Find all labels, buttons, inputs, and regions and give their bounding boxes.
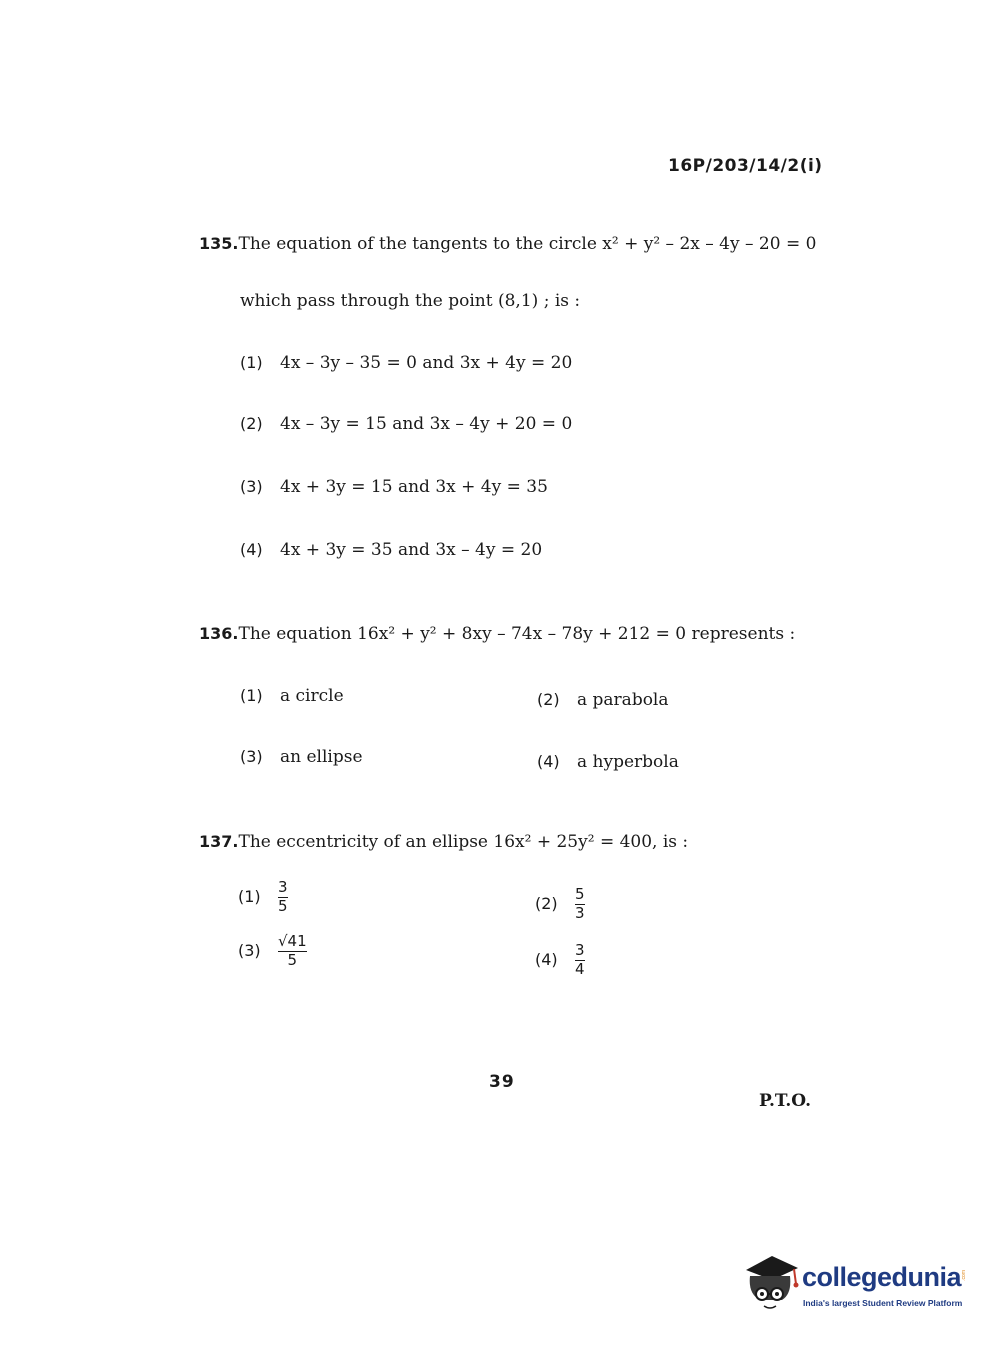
fraction	[575, 887, 585, 922]
option-text: 4x – 3y = 15 and 3x – 4y + 20 = 0	[280, 414, 573, 434]
option-number: (1)	[238, 886, 261, 906]
mascot-icon	[742, 1250, 802, 1314]
option-number: (2)	[535, 893, 558, 913]
option-137-1	[238, 880, 288, 915]
option-number: (2)	[240, 414, 263, 433]
fraction	[278, 934, 307, 969]
denominator: 5	[287, 950, 298, 969]
option-text: 4x – 3y – 35 = 0 and 3x + 4y = 20	[280, 353, 573, 373]
denominator: 3	[575, 903, 585, 922]
question-text: The equation of the tangents to the circle x² + y² – 2x – 4y – 20 = 0	[238, 234, 817, 254]
question-137	[199, 832, 688, 852]
option-text: 4x + 3y = 15 and 3x + 4y = 35	[280, 477, 548, 497]
option-136-3	[240, 747, 363, 767]
option-text: a hyperbola	[577, 752, 679, 772]
option-number: (1)	[240, 686, 263, 705]
option-number: (1)	[240, 353, 263, 372]
page-number: 39	[489, 1072, 515, 1092]
option-136-4	[537, 752, 679, 772]
option-number: (4)	[240, 540, 263, 559]
option-text: a parabola	[577, 690, 669, 710]
question-text: The eccentricity of an ellipse 16x² + 25y² = 400, is :	[238, 832, 689, 852]
brand-name: collegedunia	[802, 1262, 962, 1292]
option-number: (3)	[240, 477, 263, 496]
numerator: 5	[575, 885, 585, 903]
option-135-4	[240, 540, 542, 560]
question-135	[199, 234, 816, 254]
option-number: (2)	[537, 690, 560, 709]
question-number: 135.	[199, 234, 239, 253]
option-135-1	[240, 353, 572, 373]
fraction	[278, 880, 288, 915]
numerator: √41	[278, 932, 307, 950]
option-number: (4)	[537, 752, 560, 771]
option-text: a circle	[280, 686, 344, 706]
denominator: 4	[575, 959, 585, 978]
pto-label: P.T.O.	[759, 1091, 811, 1111]
brand-suffix: .com	[961, 1270, 967, 1281]
option-137-2	[535, 887, 585, 922]
option-136-1	[240, 686, 344, 706]
denominator: 5	[278, 896, 288, 915]
option-text: an ellipse	[280, 747, 363, 767]
collegedunia-watermark	[742, 1250, 972, 1320]
question-136	[199, 624, 795, 644]
numerator: 3	[278, 878, 288, 896]
paper-code: 16P/203/14/2(i)	[668, 156, 823, 176]
fraction	[575, 943, 585, 978]
option-137-3	[238, 934, 307, 969]
question-text: The equation 16x² + y² + 8xy – 74x – 78y + 212 = 0 represents :	[238, 624, 796, 644]
question-number: 136.	[199, 624, 239, 643]
option-136-2	[537, 690, 669, 710]
option-text: 4x + 3y = 35 and 3x – 4y = 20	[280, 540, 543, 560]
option-number: (4)	[535, 949, 558, 969]
option-135-3	[240, 477, 548, 497]
question-135-continuation: which pass through the point (8,1) ; is :	[240, 291, 581, 311]
option-137-4	[535, 943, 585, 978]
option-number: (3)	[240, 747, 263, 766]
brand-tagline: India's largest Student Review Platform	[803, 1298, 963, 1308]
question-number: 137.	[199, 832, 239, 851]
option-number: (3)	[238, 940, 261, 960]
numerator: 3	[575, 941, 585, 959]
option-135-2	[240, 414, 572, 434]
